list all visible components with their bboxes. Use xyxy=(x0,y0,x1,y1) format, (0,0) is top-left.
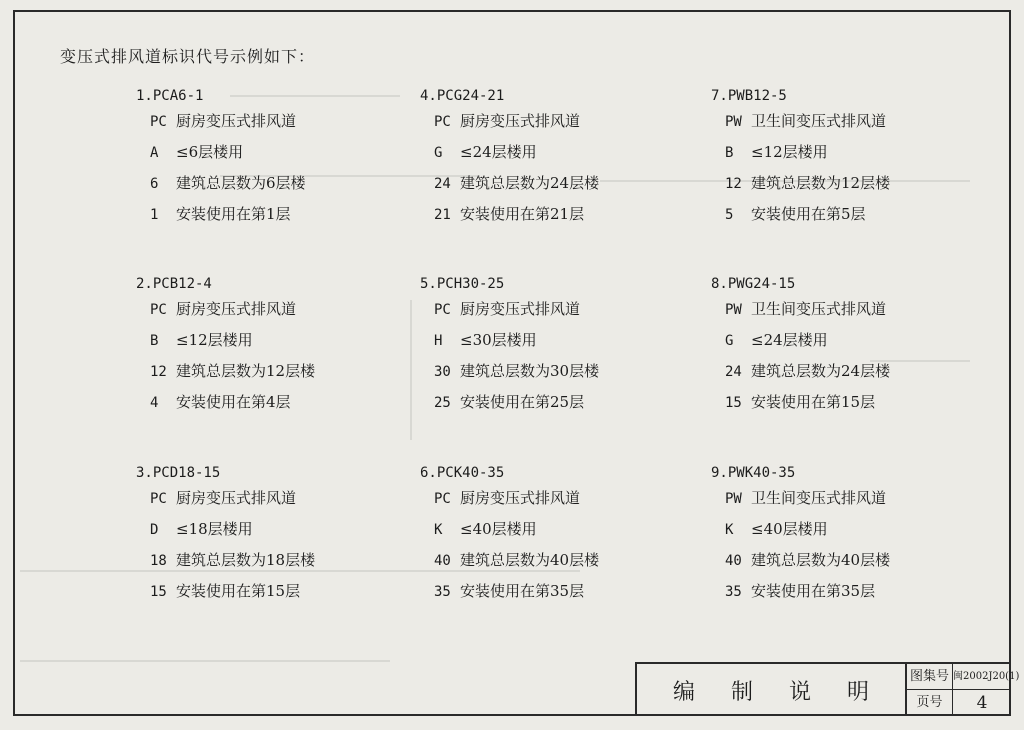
line-code: K xyxy=(725,522,734,538)
line-code: 40 xyxy=(434,553,451,569)
example-line xyxy=(420,576,680,607)
example-4 xyxy=(420,86,680,230)
line-code: 15 xyxy=(725,395,742,411)
line-text: ≤6层楼用 xyxy=(176,143,244,161)
line-code: 25 xyxy=(434,395,451,411)
line-code: 18 xyxy=(150,553,167,569)
line-code: 5 xyxy=(725,207,734,223)
example-line xyxy=(420,356,680,387)
title-block-name xyxy=(637,664,907,716)
line-text: 建筑总层数为12层楼 xyxy=(176,362,316,380)
example-line xyxy=(136,137,396,168)
line-code: 35 xyxy=(725,584,742,600)
line-code: 1 xyxy=(150,207,159,223)
example-8 xyxy=(711,274,971,418)
example-5 xyxy=(420,274,680,418)
page-number-value: 4 xyxy=(976,693,988,713)
line-text: 建筑总层数为24层楼 xyxy=(751,362,891,380)
line-code: 24 xyxy=(434,176,451,192)
example-title: 8.PWG24-15 xyxy=(711,276,796,292)
line-code: 24 xyxy=(725,364,742,380)
line-text: ≤18层楼用 xyxy=(176,520,253,538)
line-code: PW xyxy=(725,302,742,318)
line-code: A xyxy=(150,145,159,161)
line-text: 安装使用在第25层 xyxy=(460,393,585,411)
example-line xyxy=(420,294,680,325)
page-number-label: 页号 xyxy=(907,690,953,716)
title-char: 明 xyxy=(846,679,869,705)
example-line xyxy=(711,199,971,230)
example-title: 1.PCA6-1 xyxy=(136,88,204,104)
example-line xyxy=(136,514,396,545)
example-line xyxy=(420,387,680,418)
line-code: B xyxy=(150,333,159,349)
line-code: D xyxy=(150,522,159,538)
line-text: 安装使用在第15层 xyxy=(176,582,301,600)
line-code: PC xyxy=(150,114,167,130)
line-text: 卫生间变压式排风道 xyxy=(751,112,887,130)
example-line xyxy=(136,106,396,137)
line-code: 15 xyxy=(150,584,167,600)
line-text: ≤40层楼用 xyxy=(751,520,828,538)
line-code: 6 xyxy=(150,176,159,192)
line-text: ≤24层楼用 xyxy=(460,143,537,161)
line-text: 厨房变压式排风道 xyxy=(176,300,297,318)
line-text: 建筑总层数为12层楼 xyxy=(751,174,891,192)
example-line xyxy=(711,168,971,199)
line-code: G xyxy=(434,145,443,161)
example-title: 2.PCB12-4 xyxy=(136,276,212,292)
title-char: 制 xyxy=(730,679,753,705)
line-code: PC xyxy=(434,491,451,507)
line-code: 4 xyxy=(150,395,159,411)
example-line xyxy=(711,545,971,576)
line-text: 安装使用在第4层 xyxy=(176,393,291,411)
example-line xyxy=(711,137,971,168)
example-line xyxy=(420,137,680,168)
line-text: 卫生间变压式排风道 xyxy=(751,489,887,507)
title-block xyxy=(635,662,1020,716)
line-text: 安装使用在第15层 xyxy=(751,393,876,411)
example-6 xyxy=(420,463,680,607)
example-line xyxy=(420,325,680,356)
example-line xyxy=(136,356,396,387)
line-text: 厨房变压式排风道 xyxy=(176,489,297,507)
line-text: 厨房变压式排风道 xyxy=(460,489,581,507)
line-code: PC xyxy=(434,114,451,130)
example-line xyxy=(136,168,396,199)
example-line xyxy=(420,199,680,230)
line-text: 厨房变压式排风道 xyxy=(460,112,581,130)
line-text: 建筑总层数为30层楼 xyxy=(460,362,600,380)
line-text: 建筑总层数为40层楼 xyxy=(751,551,891,569)
example-line xyxy=(711,387,971,418)
atlas-number-value: 闽2002J20(1) xyxy=(953,664,1011,690)
line-code: PC xyxy=(150,302,167,318)
example-line xyxy=(136,483,396,514)
example-line xyxy=(136,325,396,356)
example-title: 9.PWK40-35 xyxy=(711,465,796,481)
line-code: PC xyxy=(150,491,167,507)
line-code: B xyxy=(725,145,734,161)
example-title: 7.PWB12-5 xyxy=(711,88,787,104)
example-line xyxy=(711,483,971,514)
line-code: 12 xyxy=(150,364,167,380)
example-line xyxy=(711,576,971,607)
example-line xyxy=(420,545,680,576)
line-code: K xyxy=(434,522,443,538)
line-code: 30 xyxy=(434,364,451,380)
example-line xyxy=(420,483,680,514)
example-line xyxy=(136,387,396,418)
example-line xyxy=(711,294,971,325)
example-line xyxy=(711,514,971,545)
example-title: 5.PCH30-25 xyxy=(420,276,505,292)
bleed-through-mark xyxy=(410,300,412,440)
line-code: G xyxy=(725,333,734,349)
line-text: 厨房变压式排风道 xyxy=(176,112,297,130)
title-char: 编 xyxy=(672,679,695,705)
example-7 xyxy=(711,86,971,230)
example-title: 4.PCG24-21 xyxy=(420,88,505,104)
example-1 xyxy=(136,86,396,230)
line-code: H xyxy=(434,333,443,349)
line-text: 安装使用在第35层 xyxy=(460,582,585,600)
line-text: 安装使用在第35层 xyxy=(751,582,876,600)
line-text: ≤12层楼用 xyxy=(751,143,828,161)
bleed-through-mark xyxy=(20,660,390,662)
example-3 xyxy=(136,463,396,607)
line-text: 建筑总层数为40层楼 xyxy=(460,551,600,569)
line-code: 21 xyxy=(434,207,451,223)
atlas-number-label: 图集号 xyxy=(907,664,953,690)
example-line xyxy=(711,356,971,387)
example-line xyxy=(136,545,396,576)
line-text: 卫生间变压式排风道 xyxy=(751,300,887,318)
example-line xyxy=(711,106,971,137)
line-code: 35 xyxy=(434,584,451,600)
example-title: 3.PCD18-15 xyxy=(136,465,221,481)
example-line xyxy=(420,168,680,199)
example-line xyxy=(711,325,971,356)
line-text: 建筑总层数为24层楼 xyxy=(460,174,600,192)
line-code: PW xyxy=(725,114,742,130)
example-title: 6.PCK40-35 xyxy=(420,465,505,481)
line-text: ≤24层楼用 xyxy=(751,331,828,349)
line-text: 安装使用在第1层 xyxy=(176,205,291,223)
example-line xyxy=(136,199,396,230)
example-9 xyxy=(711,463,971,607)
example-line xyxy=(136,294,396,325)
example-line xyxy=(420,514,680,545)
line-text: 安装使用在第5层 xyxy=(751,205,866,223)
line-text: 建筑总层数为6层楼 xyxy=(176,174,306,192)
line-text: 厨房变压式排风道 xyxy=(460,300,581,318)
example-line xyxy=(420,106,680,137)
line-text: 建筑总层数为18层楼 xyxy=(176,551,316,569)
line-text: ≤40层楼用 xyxy=(460,520,537,538)
example-line xyxy=(136,576,396,607)
line-text: ≤30层楼用 xyxy=(460,331,537,349)
example-2 xyxy=(136,274,396,418)
title-char: 说 xyxy=(788,679,811,705)
line-code: PW xyxy=(725,491,742,507)
line-text: 安装使用在第21层 xyxy=(460,205,585,223)
line-code: 40 xyxy=(725,553,742,569)
line-text: ≤12层楼用 xyxy=(176,331,253,349)
line-code: PC xyxy=(434,302,451,318)
line-code: 12 xyxy=(725,176,742,192)
intro-text: 变压式排风道标识代号示例如下： xyxy=(60,47,316,66)
